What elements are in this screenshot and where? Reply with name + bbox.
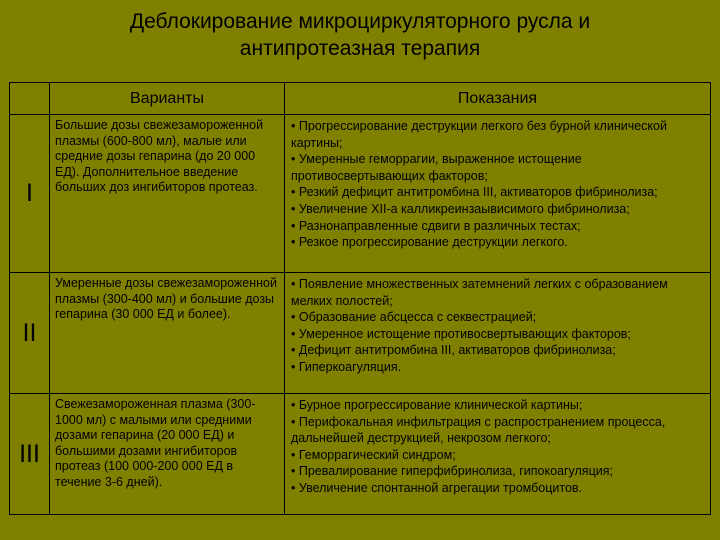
header-variants: Варианты	[50, 83, 285, 115]
indication-item: • Увеличение спонтанной агрегации тромбоцитов.	[291, 480, 583, 495]
header-indications: Показания	[285, 83, 711, 115]
indication-item: • Резкое прогрессирование деструкции легкого.	[291, 235, 568, 250]
header-numeral	[10, 83, 50, 115]
therapy-table	[9, 82, 711, 515]
slide-title	[0, 8, 720, 62]
title-line-1: Деблокирование микроциркуляторного русла и	[129, 10, 591, 33]
indication-item: • Резкий дефицит антитромбина III, активаторов фибринолиза;	[291, 185, 658, 200]
table-row	[10, 394, 711, 515]
indication-item: • Геморрагический синдром;	[291, 447, 456, 462]
indication-item: • Перифокальная инфильтрация с распространением процесса, дальнейшей деструкцией, некрозом легкого;	[291, 414, 666, 446]
row-variant: Большие дозы свежезамороженной плазмы (600-800 мл), малые или средние дозы гепарина (до 20 000 ЕД). Дополнительное введение больших доз ингибиторов протеаз.	[50, 115, 285, 273]
indication-item: • Разнонаправленные сдвиги в различных тестах;	[291, 218, 581, 233]
row-indications	[285, 115, 711, 273]
indication-item: • Гиперкоагуляция.	[291, 359, 402, 374]
indication-item: • Увеличение XII-а калликреинзаывисимого фибринолиза;	[291, 201, 630, 216]
row-variant: Свежезамороженная плазма (300-1000 мл) с малыми или средними дозами гепарина (20 000 ЕД) и большими дозами ингибиторов протеаз (100 000-200 000 ЕД в течение 3-6 дней).	[50, 394, 285, 515]
row-indications	[285, 273, 711, 394]
row-numeral: II	[10, 273, 50, 394]
indication-item: • Образование абсцесса с секвестрацией;	[291, 310, 537, 325]
table-header-row	[10, 83, 711, 115]
table-row	[10, 115, 711, 273]
indication-item: • Бурное прогрессирование клинической картины;	[291, 398, 583, 412]
row-indications	[285, 394, 711, 515]
indication-item: • Прогрессирование деструкции легкого без бурной клинической картины;	[291, 119, 667, 150]
row-numeral: III	[10, 394, 50, 515]
indication-item: • Умеренное истощение противосвертывающих факторов;	[291, 326, 631, 341]
indication-item: • Появление множественных затемнений легких с образованием мелких полостей;	[291, 277, 668, 308]
title-line-2: антипротеазная терапия	[239, 37, 481, 60]
table-row	[10, 273, 711, 394]
indication-item: • Умеренные геморрагии, выраженное истощение противосвертывающих факторов;	[291, 152, 582, 183]
indication-item: • Дефицит антитромбина III, активаторов фибринолиза;	[291, 343, 616, 358]
row-variant: Умеренные дозы свежезамороженной плазмы (300-400 мл) и большие дозы гепарина (30 000 ЕД и более).	[50, 273, 285, 394]
row-numeral: I	[10, 115, 50, 273]
indication-item: • Превалирование гиперфибринолиза, гипокоагуляция;	[291, 464, 613, 479]
